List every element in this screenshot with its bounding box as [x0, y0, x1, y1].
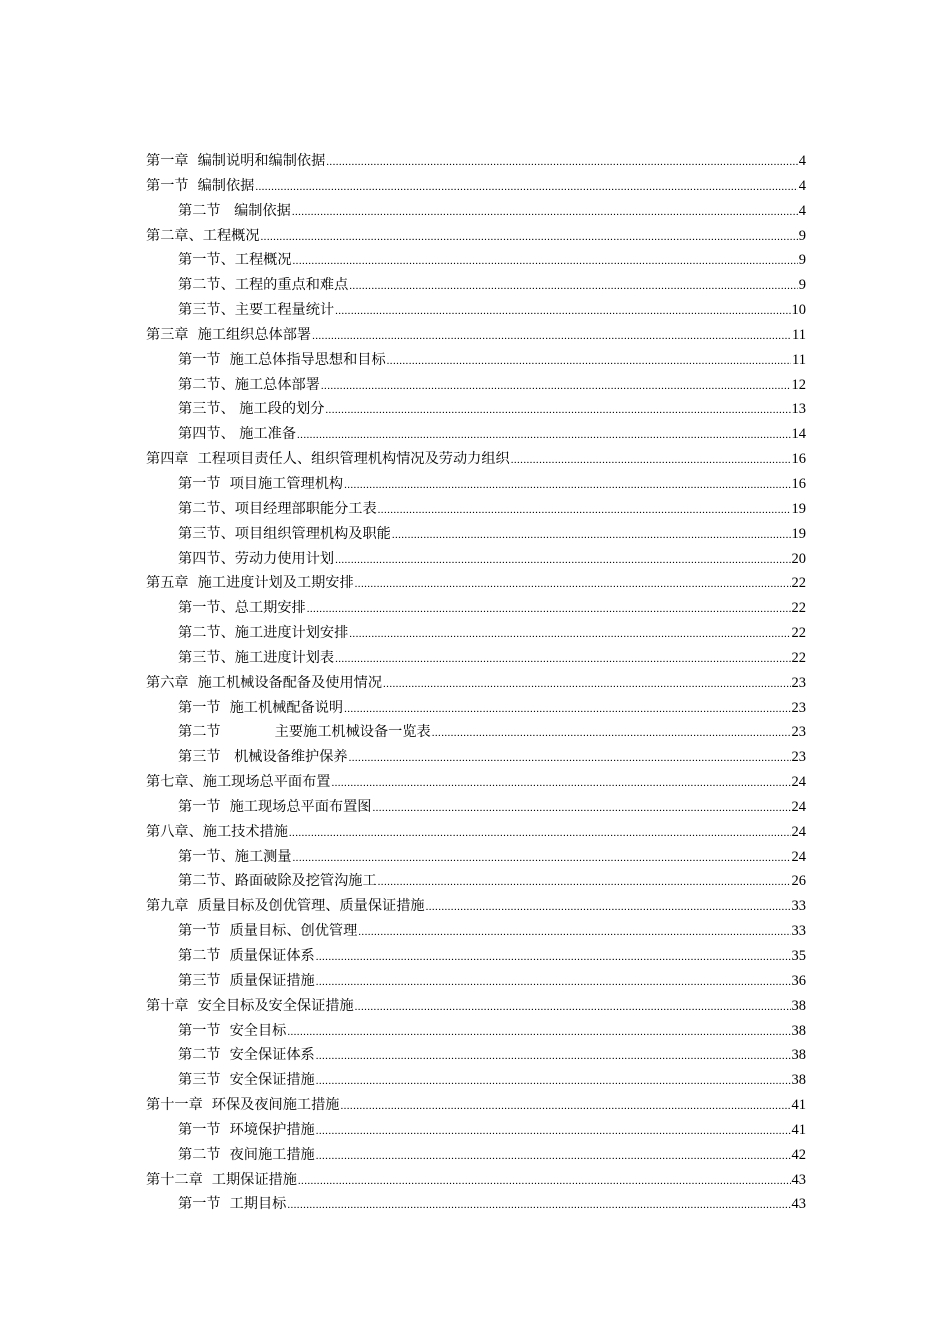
toc-chapter-entry[interactable] — [146, 1093, 806, 1118]
toc-page-number: 9 — [798, 227, 806, 244]
toc-section-entry[interactable] — [146, 248, 806, 273]
toc-entry-title: 第一节 施工现场总平面布置图 — [178, 798, 372, 815]
toc-dot-leader — [307, 596, 791, 622]
toc-page-number: 23 — [791, 699, 806, 716]
toc-page-number: 24 — [791, 823, 806, 840]
toc-chapter-entry[interactable] — [146, 323, 806, 348]
toc-page-number: 16 — [791, 451, 806, 468]
toc-section-entry[interactable] — [146, 919, 806, 944]
toc-section-entry[interactable] — [146, 397, 806, 422]
toc-entry-title: 第十一章 环保及夜间施工措施 — [146, 1097, 340, 1114]
toc-chapter-entry[interactable] — [146, 149, 806, 174]
toc-chapter-entry[interactable] — [146, 894, 806, 919]
toc-dot-leader — [261, 224, 798, 250]
toc-page-number: 24 — [791, 798, 806, 815]
toc-chapter-entry[interactable] — [146, 994, 806, 1019]
toc-dot-leader — [292, 199, 798, 225]
toc-section-entry[interactable] — [146, 422, 806, 447]
toc-entry-title: 第二节 安全保证体系 — [178, 1047, 315, 1064]
toc-entry-title: 第一节 质量目标、创优管理 — [178, 923, 358, 940]
toc-dot-leader — [335, 646, 790, 672]
toc-section-entry[interactable] — [146, 1143, 806, 1168]
toc-page-number: 26 — [791, 873, 806, 890]
toc-entry-title: 第二节、施工总体部署 — [178, 376, 320, 393]
toc-section-entry[interactable] — [146, 596, 806, 621]
toc-section-entry[interactable] — [146, 273, 806, 298]
toc-section-entry[interactable] — [146, 696, 806, 721]
toc-page-number: 23 — [791, 674, 806, 691]
toc-entry-title: 第二节 主要施工机械设备一览表 — [178, 724, 431, 741]
toc-entry-title: 第一章 编制说明和编制依据 — [146, 153, 326, 169]
toc-section-entry[interactable] — [146, 348, 806, 373]
toc-section-entry[interactable] — [146, 547, 806, 572]
toc-dot-leader — [312, 323, 791, 349]
toc-entry-title: 第四节、劳动力使用计划 — [178, 550, 335, 567]
toc-page-number: 23 — [791, 749, 806, 766]
toc-section-entry[interactable] — [146, 373, 806, 398]
toc-dot-leader — [316, 1068, 791, 1094]
toc-chapter-entry[interactable] — [146, 447, 806, 472]
toc-dot-leader — [316, 944, 791, 970]
toc-entry-title: 第六章 施工机械设备配备及使用情况 — [146, 674, 383, 691]
toc-entry-title: 第二节 夜间施工措施 — [178, 1146, 315, 1163]
toc-dot-leader — [372, 795, 790, 821]
toc-entry-title: 第三节 质量保证措施 — [178, 972, 315, 989]
toc-dot-leader — [321, 373, 791, 399]
toc-page-number: 43 — [791, 1171, 806, 1188]
toc-page-number: 23 — [791, 724, 806, 741]
toc-section-entry[interactable] — [146, 298, 806, 323]
toc-entry-title: 第十章 安全目标及安全保证措施 — [146, 997, 354, 1014]
toc-page-number: 4 — [798, 202, 806, 219]
toc-dot-leader — [355, 994, 791, 1020]
toc-entry-title: 第七章、施工现场总平面布置 — [146, 774, 331, 791]
toc-page-number: 42 — [791, 1146, 806, 1163]
toc-dot-leader — [358, 919, 790, 945]
toc-page-number: 14 — [791, 426, 806, 443]
toc-entry-title: 第三节 机械设备维护保养 — [178, 749, 348, 766]
toc-dot-leader — [378, 497, 791, 523]
toc-dot-leader — [511, 447, 791, 473]
toc-entry-title: 第三节、主要工程量统计 — [178, 302, 335, 319]
toc-page-number: 41 — [791, 1097, 806, 1114]
toc-entry-title: 第三节、项目组织管理机构及职能 — [178, 525, 391, 542]
toc-page-number: 22 — [791, 649, 806, 666]
toc-entry-title: 第二节 质量保证体系 — [178, 948, 315, 964]
toc-section-entry[interactable] — [146, 944, 806, 969]
toc-page-number: 33 — [791, 898, 806, 915]
toc-page-number: 22 — [791, 575, 806, 592]
toc-entry-title: 第一节 施工总体指导思想和目标 — [178, 351, 386, 368]
toc-section-entry[interactable] — [146, 745, 806, 770]
toc-section-entry[interactable] — [146, 1068, 806, 1093]
toc-entry-title: 第一节、总工期安排 — [178, 600, 306, 617]
toc-page-number: 38 — [791, 1022, 806, 1039]
toc-chapter-entry[interactable] — [146, 1168, 806, 1193]
toc-dot-leader — [255, 174, 797, 200]
toc-page-number: 24 — [791, 774, 806, 791]
toc-page-number: 38 — [791, 997, 806, 1014]
toc-page-number: 20 — [791, 550, 806, 567]
toc-chapter-entry[interactable] — [146, 770, 806, 795]
toc-dot-leader — [293, 845, 791, 871]
toc-section-entry[interactable] — [146, 1118, 806, 1143]
toc-section-entry[interactable] — [146, 472, 806, 497]
toc-dot-leader — [316, 1043, 791, 1069]
toc-section-entry[interactable] — [146, 795, 806, 820]
toc-page-number: 11 — [792, 351, 806, 368]
toc-section-entry[interactable] — [146, 1192, 806, 1217]
toc-page-number: 35 — [791, 948, 806, 964]
toc-dot-leader — [432, 720, 791, 746]
toc-page-number: 9 — [798, 277, 806, 294]
toc-section-entry[interactable] — [146, 497, 806, 522]
toc-page-number: 41 — [791, 1121, 806, 1138]
toc-entry-title: 第二节 编制依据 — [178, 202, 291, 219]
toc-dot-leader — [298, 1168, 791, 1194]
toc-dot-leader — [349, 745, 791, 771]
toc-section-entry[interactable] — [146, 646, 806, 671]
toc-dot-leader — [297, 422, 790, 448]
toc-entry-title: 第一节 环境保护措施 — [178, 1121, 315, 1138]
toc-dot-leader — [392, 522, 791, 548]
toc-section-entry[interactable] — [146, 869, 806, 894]
toc-entry-title: 第一节 施工机械配备说明 — [178, 699, 344, 716]
toc-entry-title: 第五章 施工进度计划及工期安排 — [146, 575, 354, 592]
toc-page-number: 38 — [791, 1072, 806, 1089]
toc-entry-title: 第十二章 工期保证措施 — [146, 1171, 297, 1188]
toc-entry-title: 第四章 工程项目责任人、组织管理机构情况及劳动力组织 — [146, 451, 510, 468]
toc-entry-title: 第二节、工程的重点和难点 — [178, 277, 349, 294]
toc-entry-title: 第一节 编制依据 — [146, 177, 255, 194]
toc-entry-title: 第一节、工程概况 — [178, 252, 292, 269]
toc-dot-leader — [378, 869, 791, 895]
toc-entry-title: 第三节 安全保证措施 — [178, 1072, 315, 1089]
toc-dot-leader — [331, 770, 790, 796]
toc-page-number: 22 — [791, 625, 806, 642]
toc-entry-title: 第八章、施工技术措施 — [146, 823, 288, 840]
toc-chapter-entry[interactable] — [146, 174, 806, 199]
toc-dot-leader — [383, 671, 790, 697]
toc-dot-leader — [289, 820, 791, 846]
toc-dot-leader — [349, 621, 790, 647]
toc-page-number: 33 — [791, 923, 806, 940]
toc-dot-leader — [287, 1192, 790, 1218]
toc-dot-leader — [344, 472, 790, 498]
toc-entry-title: 第一节 安全目标 — [178, 1022, 287, 1039]
toc-section-entry[interactable] — [146, 1019, 806, 1044]
toc-entry-title: 第四节、 施工准备 — [178, 426, 297, 443]
toc-page-number: 36 — [791, 972, 806, 989]
toc-dot-leader — [325, 397, 790, 423]
toc-entry-title: 第一节、施工测量 — [178, 848, 292, 865]
toc-chapter-entry[interactable] — [146, 820, 806, 845]
toc-dot-leader — [344, 696, 790, 722]
toc-dot-leader — [326, 149, 797, 175]
toc-section-entry[interactable] — [146, 1043, 806, 1068]
toc-entry-title: 第一节 工期目标 — [178, 1196, 287, 1213]
toc-section-entry[interactable] — [146, 720, 806, 745]
toc-dot-leader — [349, 273, 797, 299]
toc-dot-leader — [316, 969, 791, 995]
toc-entry-title: 第九章 质量目标及创优管理、质量保证措施 — [146, 898, 425, 915]
toc-dot-leader — [316, 1143, 791, 1169]
toc-dot-leader — [287, 1019, 790, 1045]
toc-page-number: 22 — [791, 600, 806, 617]
toc-section-entry[interactable] — [146, 522, 806, 547]
toc-page-number: 12 — [791, 376, 806, 393]
toc-entry-title: 第二节、项目经理部职能分工表 — [178, 500, 377, 517]
toc-entry-title: 第三节、 施工段的划分 — [178, 401, 325, 418]
toc-page-number: 38 — [791, 1047, 806, 1064]
toc-page-number: 19 — [791, 500, 806, 517]
toc-page-number: 19 — [791, 525, 806, 542]
toc-dot-leader — [316, 1118, 791, 1144]
toc-page-number: 24 — [791, 848, 806, 865]
toc-page-number: 11 — [792, 326, 806, 343]
toc-page-number: 13 — [791, 401, 806, 418]
toc-page-number: 4 — [798, 177, 806, 194]
toc-page-number: 9 — [798, 252, 806, 269]
toc-entry-title: 第二节、施工进度计划安排 — [178, 625, 349, 642]
toc-dot-leader — [293, 248, 798, 274]
toc-page-number: 10 — [791, 302, 806, 319]
toc-entry-title: 第二节、路面破除及挖管沟施工 — [178, 873, 377, 890]
toc-entry-title: 第二章、工程概况 — [146, 227, 260, 244]
toc-chapter-entry[interactable] — [146, 224, 806, 249]
toc-dot-leader — [335, 547, 790, 573]
toc-page-number: 4 — [798, 153, 806, 169]
toc-page-number: 16 — [791, 475, 806, 492]
toc-dot-leader — [387, 348, 791, 374]
toc-section-entry[interactable] — [146, 621, 806, 646]
toc-dot-leader — [355, 571, 791, 597]
toc-entry-title: 第一节 项目施工管理机构 — [178, 475, 344, 492]
toc-dot-leader — [335, 298, 790, 324]
toc-chapter-entry[interactable] — [146, 571, 806, 596]
toc-entry-title: 第三章 施工组织总体部署 — [146, 326, 312, 343]
toc-entry-title: 第三节、施工进度计划表 — [178, 649, 335, 666]
table-of-contents — [146, 149, 806, 1217]
toc-section-entry[interactable] — [146, 969, 806, 994]
toc-dot-leader — [340, 1093, 790, 1119]
toc-dot-leader — [426, 894, 791, 920]
toc-page-number: 43 — [791, 1196, 806, 1213]
toc-chapter-entry[interactable] — [146, 671, 806, 696]
toc-section-entry[interactable] — [146, 845, 806, 870]
toc-section-entry[interactable] — [146, 199, 806, 224]
